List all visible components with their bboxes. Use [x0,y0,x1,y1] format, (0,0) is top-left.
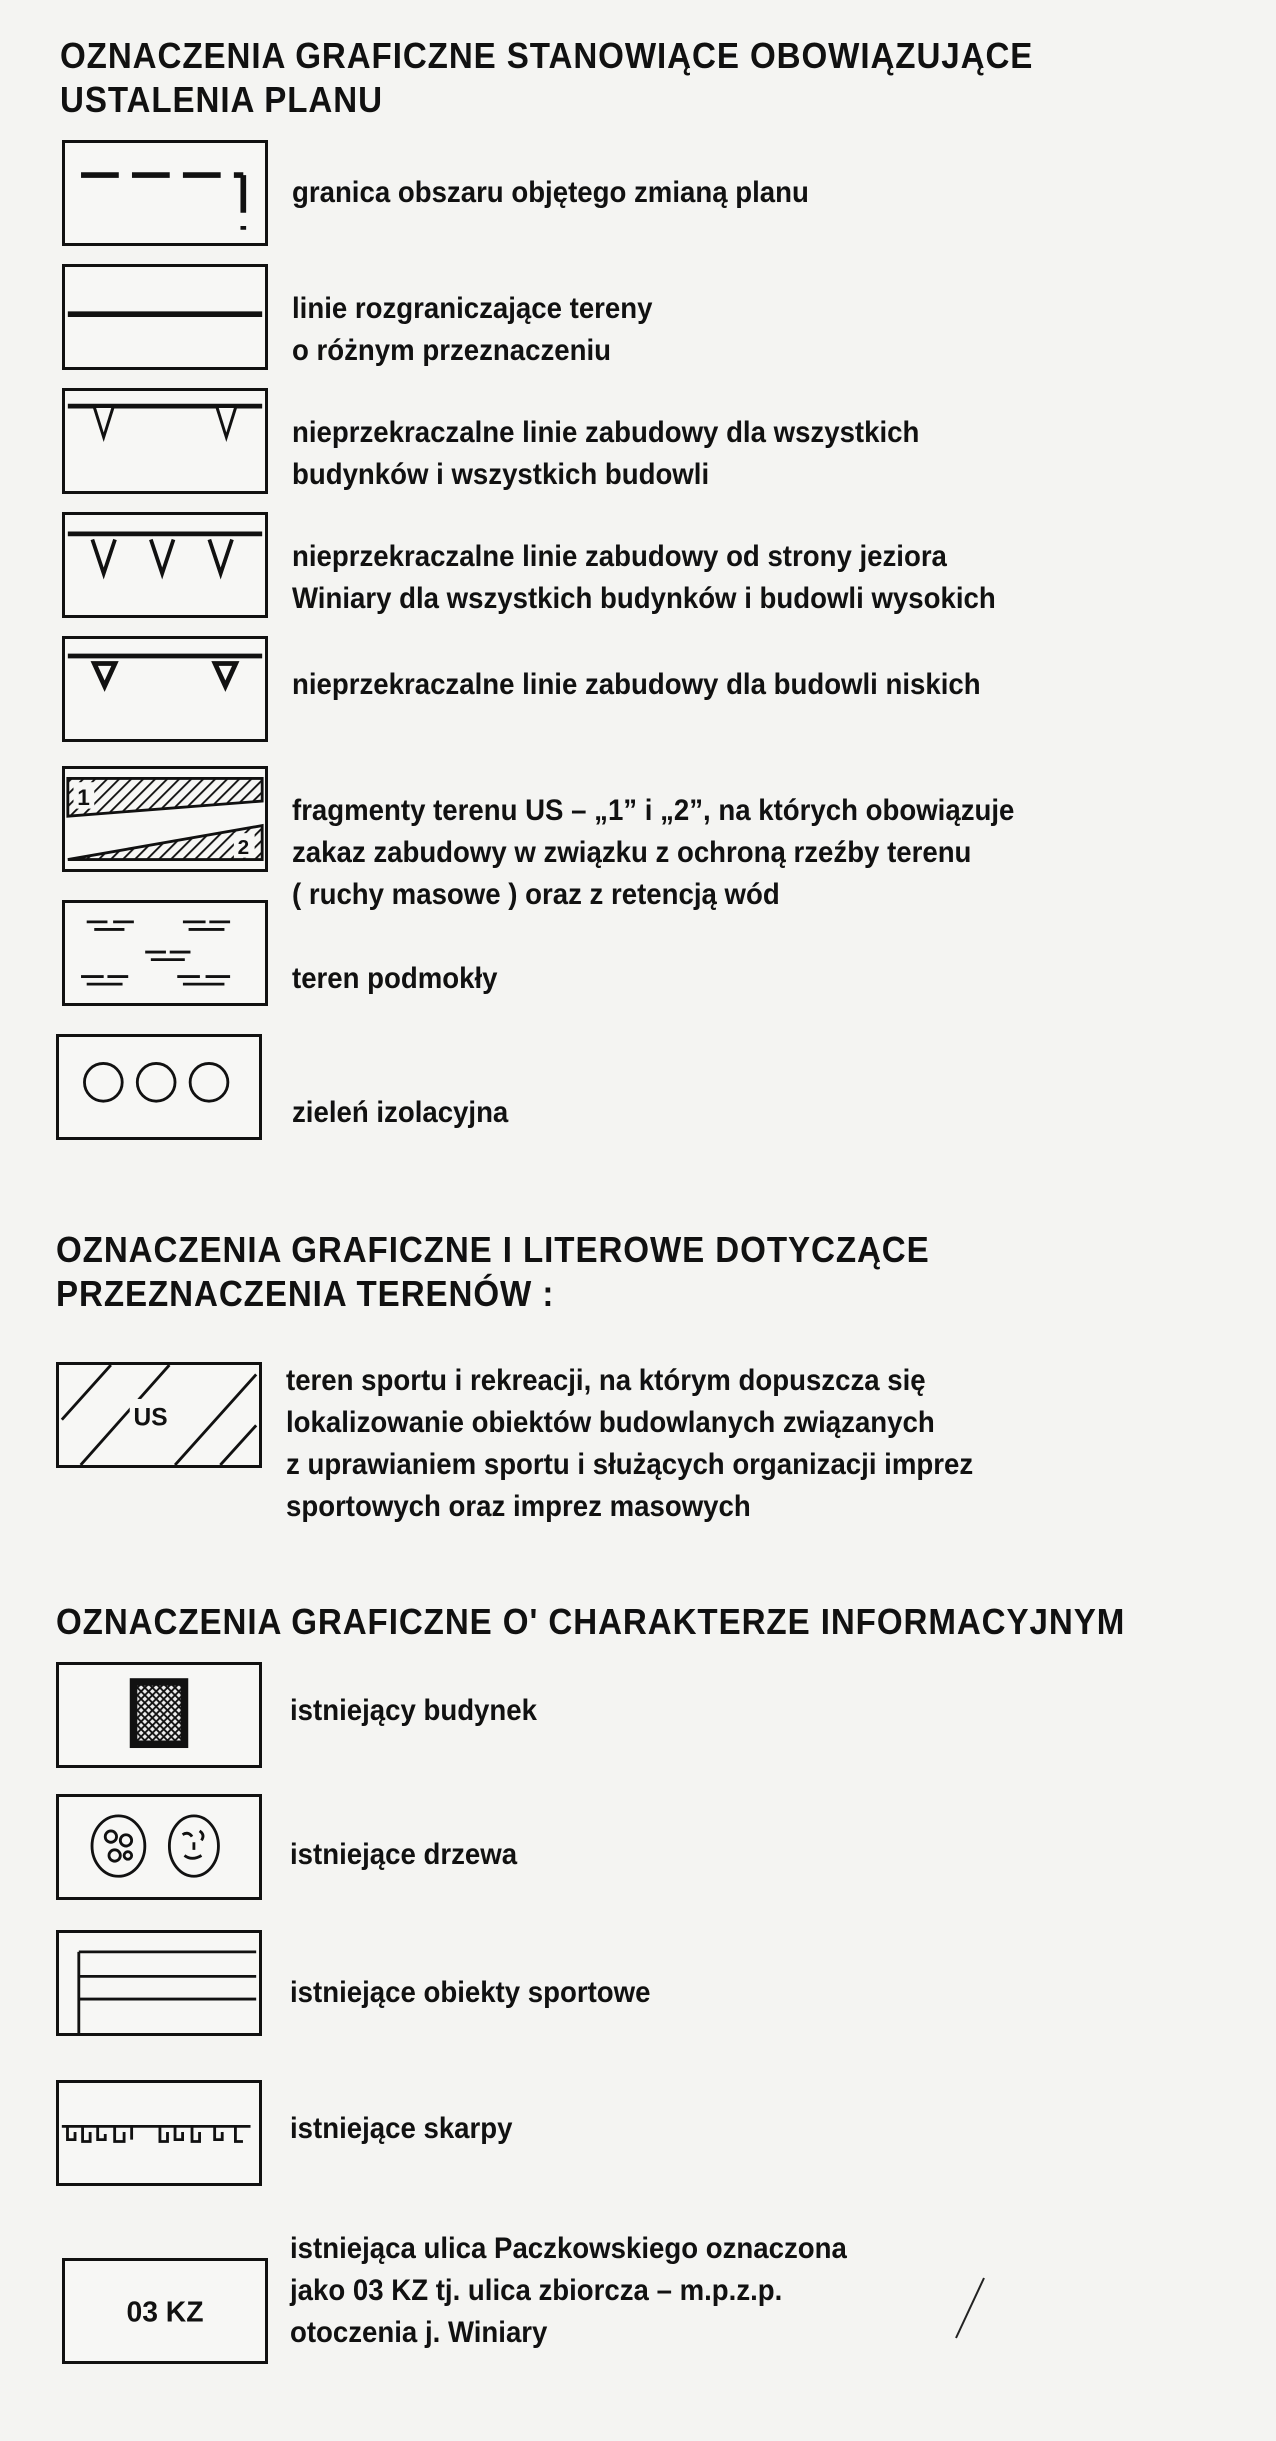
legend-desc-line: istniejące obiekty sportowe [290,1976,651,2009]
legend-desc-building [290,1690,537,1732]
legend-desc-building-line-low [292,664,981,706]
section3-title-line1: OZNACZENIA GRAFICZNE O' CHARAKTERZE INFORMACYJNYM [56,1601,1126,1642]
legend-desc-sports-facilities [290,1972,650,2014]
wetland-icon [65,903,265,1003]
dashed-boundary-icon [65,143,265,243]
legend-desc-line: budynków i wszystkich budowli [292,458,710,491]
legend-desc-line: istniejące drzewa [290,1838,518,1871]
legend-desc-line: o różnym przeznaczeniu [292,334,611,367]
legend-desc-line: sportowych oraz imprez masowych [286,1490,751,1523]
street-code-label: 03 KZ [126,2295,204,2328]
sport-hatch-icon [59,1365,259,1465]
legend-desc-line: zieleń izolacyjna [292,1096,509,1129]
pen-mark [948,2274,988,2344]
sports-facilities-icon [59,1933,259,2033]
legend-desc-line: teren sportu i rekreacji, na którym dopuszcza się [286,1364,926,1397]
legend-symbol-hatched-fragments [62,766,268,872]
legend-desc-building-line-lake [292,536,996,620]
legend-desc-wetland [292,958,498,1000]
legend-symbol-sport-area [56,1362,262,1468]
legend-symbol-sports-facilities [56,1930,262,2036]
legend-desc-trees [290,1834,517,1876]
building-icon [59,1665,259,1765]
legend-desc-hatched-fragments [292,790,1014,916]
legend-symbol-building [56,1662,262,1768]
trees-icon [59,1797,259,1897]
legend-symbol-dividing-line [62,264,268,370]
legend-symbol-building-line-lake [62,512,268,618]
section3-heading [56,1600,1125,1644]
legend-desc-line: nieprzekraczalne linie zabudowy dla wszystkich [292,416,920,449]
legend-symbol-trees [56,1794,262,1900]
legend-symbol-boundary [62,140,268,246]
legend-symbol-building-line-all [62,388,268,494]
hatched-fragments-icon [65,769,265,869]
low-triangle-line-icon [65,639,265,739]
legend-desc-street-code [290,2228,847,2354]
legend-desc-line: otoczenia j. Winiary [290,2316,548,2349]
legend-desc-building-line-all [292,412,919,496]
legend-desc-line: istniejący budynek [290,1694,537,1727]
legend-desc-line: istniejąca ulica Paczkowskiego oznaczona [290,2232,847,2265]
fragment-label-1: 1 [77,784,90,810]
section2-title-line2: PRZEZNACZENIA TERENÓW : [56,1273,555,1314]
fragment-label-2: 2 [237,835,250,859]
legend-symbol-wetland [62,900,268,1006]
sport-code-label: US [133,1404,168,1432]
section1-heading [60,34,1033,122]
legend-desc-line: Winiary dla wszystkich budynków i budowli wysokich [292,582,996,615]
legend-desc-line: z uprawianiem sportu i służących organizacji imprez [286,1448,974,1481]
legend-desc-line: jako 03 KZ tj. ulica zbiorcza – m.p.z.p. [290,2274,783,2307]
legend-desc-escarpments [290,2108,512,2150]
section1-title-line1: OZNACZENIA GRAFICZNE STANOWIĄCE OBOWIĄZUJĄCE [60,35,1034,76]
legend-desc-line: nieprzekraczalne linie zabudowy dla budowli niskich [292,668,981,701]
legend-symbol-street-code [62,2258,268,2364]
escarpment-icon [59,2083,259,2183]
legend-symbol-escarpments [56,2080,262,2186]
legend-desc-boundary [292,172,809,214]
solid-line-icon [65,267,265,367]
legend-desc-line: granica obszaru objętego zmianą planu [292,176,809,209]
legend-symbol-isolation-greenery [56,1034,262,1140]
street-code-icon [65,2261,265,2361]
legend-desc-line: ( ruchy masowe ) oraz z retencją wód [292,878,780,911]
legend-desc-isolation-greenery [292,1092,508,1134]
legend-desc-sport-area [286,1360,973,1528]
section2-heading [56,1228,930,1316]
legend-desc-line: zakaz zabudowy w związku z ochroną rzeźby terenu [292,836,972,869]
legend-desc-line: teren podmokły [292,962,498,995]
legend-desc-line: lokalizowanie obiektów budowlanych związanych [286,1406,935,1439]
legend-desc-line: istniejące skarpy [290,2112,513,2145]
circles-icon [59,1037,259,1137]
legend-desc-line: fragmenty terenu US – „1” i „2”, na których obowiązuje [292,794,1015,827]
filled-triangle-line-icon [65,391,265,491]
section2-title-line1: OZNACZENIA GRAFICZNE I LITEROWE DOTYCZĄCE [56,1229,930,1270]
section1-title-line2: USTALENIA PLANU [60,79,383,120]
legend-desc-line: linie rozgraniczające tereny [292,292,653,325]
legend-desc-dividing-line [292,288,652,372]
legend-desc-line: nieprzekraczalne linie zabudowy od strony jeziora [292,540,947,573]
legend-symbol-building-line-low [62,636,268,742]
triangle-line-icon [65,515,265,615]
